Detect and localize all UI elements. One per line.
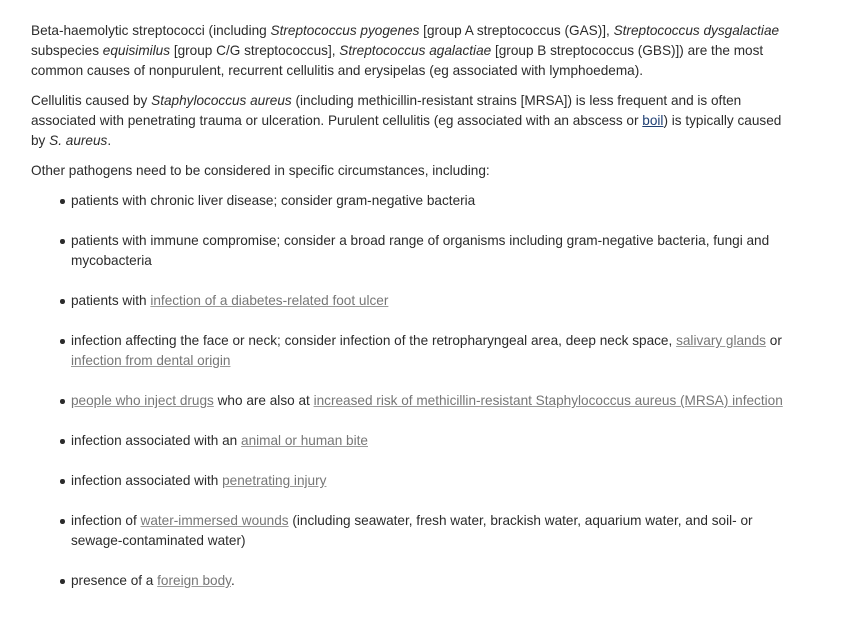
- text: ) is typically caused by: [31, 113, 782, 148]
- subspecies-name: equisimilus: [102, 43, 171, 58]
- people-who-inject-drugs-link[interactable]: people who inject drugs: [71, 393, 214, 408]
- list-item: [31, 431, 791, 451]
- water-immersed-wounds-link[interactable]: water-immersed wounds: [140, 513, 289, 528]
- paragraph-other-pathogens: Other pathogens need to be considered in specific circumstances, including:: [31, 163, 490, 178]
- mrsa-risk-link[interactable]: increased risk of methicillin-resistant Staphylococcus aureus (MRSA) infection: [313, 393, 783, 408]
- text: [group A streptococcus (GAS)],: [419, 23, 614, 38]
- text: infection associated with: [71, 473, 223, 488]
- list-item: [31, 231, 791, 271]
- paragraph-staphylococcus: [31, 91, 791, 151]
- species-name: S. aureus: [49, 133, 108, 148]
- list-item: [31, 291, 791, 311]
- text: Cellulitis caused by: [31, 93, 152, 108]
- text: patients with immune compromise; consider a broad range of organisms including gram-negative bacteria, fungi and mycobacteria: [71, 233, 770, 268]
- text: patients with: [71, 293, 151, 308]
- paragraph-streptococci: [31, 21, 791, 81]
- document-body: [31, 21, 791, 611]
- salivary-glands-link[interactable]: salivary glands: [676, 333, 766, 348]
- text: who are also at: [213, 393, 314, 408]
- text: (including seawater, fresh water, brackish water, aquarium water, and soil- or sewage-contaminated water): [71, 513, 753, 548]
- diabetes-foot-ulcer-link[interactable]: infection of a diabetes-related foot ulcer: [150, 293, 389, 308]
- list-item: [31, 471, 791, 491]
- species-name: Streptococcus pyogenes: [270, 23, 420, 38]
- bite-link[interactable]: animal or human bite: [241, 433, 368, 448]
- species-name: Staphylococcus aureus: [151, 93, 292, 108]
- dental-origin-link[interactable]: infection from dental origin: [71, 353, 231, 368]
- list-item: [31, 191, 791, 211]
- penetrating-injury-link[interactable]: penetrating injury: [222, 473, 327, 488]
- text: (including methicillin-resistant strains [MRSA]) is less frequent and is often associated with penetrating trauma or ulceration. Purulent cellulitis (eg associated with an abscess or: [31, 93, 742, 128]
- list-item: [31, 331, 791, 371]
- text: presence of a: [71, 573, 158, 588]
- text: patients with chronic liver disease; consider gram-negative bacteria: [71, 193, 476, 208]
- species-name: Streptococcus dysgalactiae: [613, 23, 780, 38]
- text: [group B streptococcus (GBS)]) are the most common causes of nonpurulent, recurrent cellulitis and erysipelas (eg associated with lymphoedema).: [31, 43, 764, 78]
- text: subspecies: [31, 43, 103, 58]
- text: infection affecting the face or neck; consider infection of the retropharyngeal area, deep neck space,: [71, 333, 677, 348]
- text: infection of: [71, 513, 141, 528]
- boil-link[interactable]: boil: [642, 113, 664, 128]
- circumstances-list: [31, 191, 791, 591]
- text: [group C/G streptococcus],: [170, 43, 340, 58]
- species-name: Streptococcus agalactiae: [339, 43, 492, 58]
- text: .: [107, 133, 112, 148]
- text: or: [765, 333, 782, 348]
- list-item: [31, 571, 791, 591]
- list-item: [31, 511, 791, 551]
- text: Beta-haemolytic streptococci (including: [31, 23, 271, 38]
- text: .: [230, 573, 235, 588]
- list-item: [31, 391, 791, 411]
- text: infection associated with an: [71, 433, 242, 448]
- foreign-body-link[interactable]: foreign body: [157, 573, 231, 588]
